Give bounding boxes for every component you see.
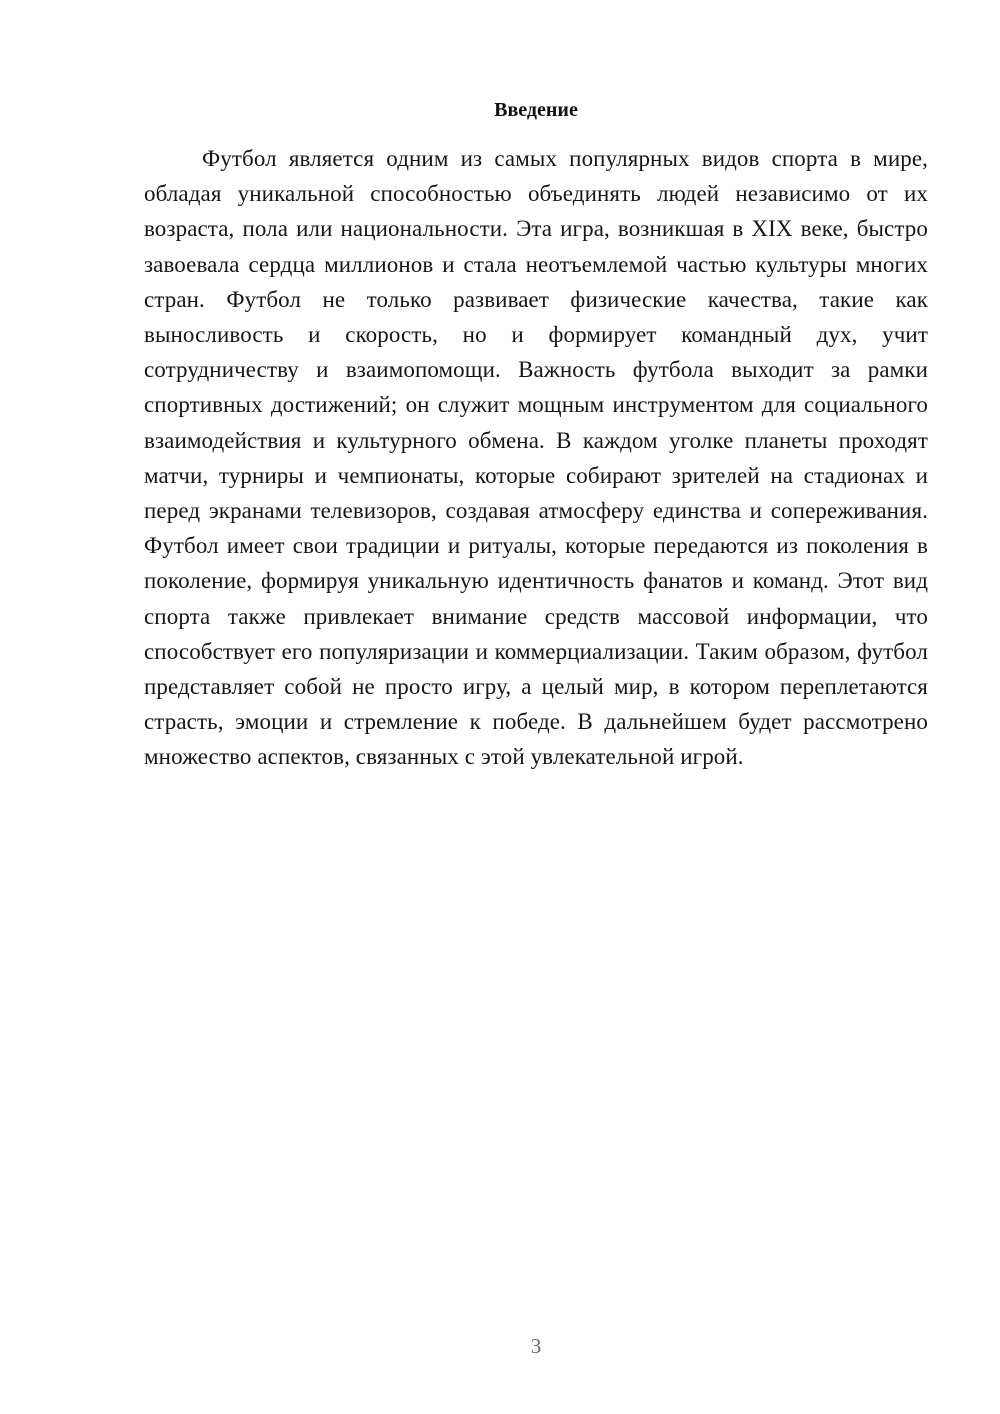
page-number: 3 [530, 1334, 542, 1358]
section-heading: Введение [494, 99, 578, 121]
body-paragraph: Футбол является одним из самых популярных видов спорта в мире, обладая уникальной способностью объединять людей независимо от их возраста, пола или национальности. Эта игра, возникшая в XIX веке, быстро завоевала сердца миллионов и стала неотъемлемой частью культуры многих стран. Футбол не только развивает физические качества, такие как выносливость и скорость, но и формирует командный дух, учит сотрудничеству и взаимопомощи. Важность футбола выходит за рамки спортивных достижений; он служит мощным инструментом для социального взаимодействия и культурного обмена. В каждом уголке планеты проходят матчи, турниры и чемпионаты, которые собирают зрителей на стадионах и перед экранами телевизоров, создавая атмосферу единства и сопереживания. Футбол имеет свои традиции и ритуалы, которые передаются из поколения в поколение, формируя уникальную идентичность фанатов и команд. Этот вид спорта также привлекает внимание средств массовой информации, что способствует его популяризации и коммерциализации. Таким образом, футбол представляет собой не просто игру, а целый мир, в котором переплетаются страсть, эмоции и стремление к победе. В дальнейшем будет рассмотрено множество аспектов, связанных с этой увлекательной игрой. [144, 146, 928, 770]
